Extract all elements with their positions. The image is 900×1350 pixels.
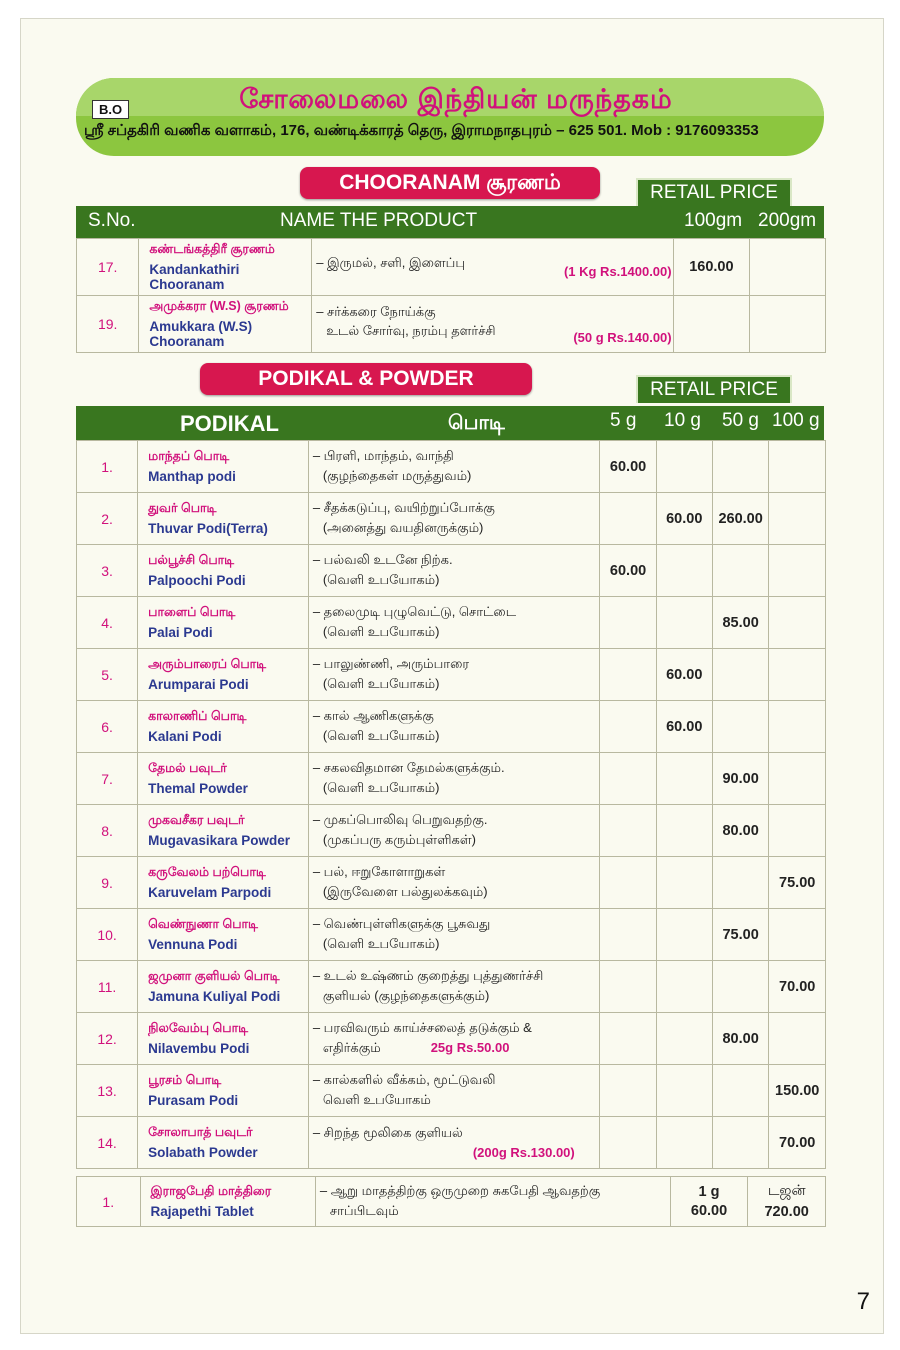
- usage-line2: [313, 1040, 599, 1057]
- col-50g-header: 50 g: [722, 410, 759, 431]
- price-100g: [769, 701, 826, 753]
- product-english-name: Nilavembu Podi: [148, 1041, 250, 1056]
- price-100gm: [673, 296, 750, 353]
- product-name-cell: [138, 857, 309, 909]
- product-usage: [308, 441, 600, 493]
- col-100gm-header: 100gm: [684, 210, 743, 231]
- product-tamil-name: வெண்நுணா பொடி: [148, 917, 258, 931]
- chooranam-header-bar: [76, 206, 824, 238]
- chooranam-retail-label: RETAIL PRICE: [636, 178, 792, 206]
- row-sno: 12.: [77, 1013, 138, 1065]
- price-5g: [600, 753, 656, 805]
- product-name-cell: [138, 1065, 309, 1117]
- price-100gm: 160.00: [673, 239, 750, 296]
- product-tamil-name: மாந்தப் பொடி: [148, 449, 230, 463]
- tablet-name-cell: [140, 1177, 315, 1227]
- product-english-name: Palai Podi: [148, 625, 213, 640]
- product-name-cell: [138, 1013, 309, 1065]
- usage-line2: [313, 884, 599, 901]
- price-5g: [600, 597, 656, 649]
- price-200gm: [750, 239, 826, 296]
- pack-price-note: (50 g Rs.140.00): [573, 329, 672, 345]
- usage-line1: – உடல் உஷ்ணம் குறைத்து புத்துணர்ச்சி: [312, 968, 544, 983]
- price-10g: [656, 857, 712, 909]
- product-tamil-name: பாளைப் பொடி: [148, 605, 236, 619]
- col-podi-header: பொடி: [448, 412, 505, 434]
- table-row: [77, 649, 826, 701]
- usage-line1: – முகப்பொலிவு பெறுவதற்கு.: [312, 812, 488, 827]
- product-name-cell: [138, 961, 309, 1013]
- price-10g: 60.00: [656, 649, 712, 701]
- table-row: [77, 597, 826, 649]
- product-tamil-name: பல்பூச்சி பொடி: [148, 553, 235, 567]
- usage-line1: – கால்களில் வீக்கம், மூட்டுவலி: [312, 1072, 496, 1087]
- product-english-name: Manthap podi: [148, 469, 236, 484]
- usage-line2: [313, 520, 599, 537]
- row-sno: 2.: [77, 493, 138, 545]
- price-100g: 150.00: [769, 1065, 826, 1117]
- col-5g-header: 5 g: [610, 410, 637, 431]
- pack-price-note: 25g Rs.50.00: [430, 1040, 510, 1055]
- price-10g: [656, 753, 712, 805]
- usage-line1: – பிரளி, மாந்தம், வாந்தி: [312, 448, 454, 463]
- table-row: [77, 1013, 826, 1065]
- price-5g: [600, 1117, 656, 1169]
- price-5g: [600, 701, 656, 753]
- brand-name: சோலைமலை இந்தியன் மருந்தகம்: [239, 84, 673, 114]
- product-usage: [308, 493, 600, 545]
- price-100g: [769, 909, 826, 961]
- col-100g-header: 100 g: [772, 410, 820, 431]
- product-name-cell: [138, 753, 309, 805]
- product-usage: [308, 597, 600, 649]
- product-name-cell: [138, 701, 309, 753]
- tablet-usage-line1: – ஆறு மாதத்திற்கு ஒருமுறை சுகபேதி ஆவதற்கு: [319, 1183, 601, 1198]
- row-sno: 10.: [77, 909, 138, 961]
- tablet-sno: 1.: [77, 1177, 141, 1227]
- row-sno: 5.: [77, 649, 138, 701]
- usage-line2: [313, 676, 599, 693]
- product-usage: [308, 753, 600, 805]
- price-100g: 75.00: [769, 857, 826, 909]
- product-english-name: Arumparai Podi: [148, 677, 249, 692]
- price-50g: 75.00: [712, 909, 769, 961]
- product-english-name: Kalani Podi: [148, 729, 222, 744]
- usage-line2: [313, 468, 599, 485]
- usage-line2-text: (வெளி உபயோகம்): [322, 728, 440, 743]
- tablet-price-1g-value: 60.00: [690, 1203, 728, 1219]
- price-100g: [769, 493, 826, 545]
- row-sno: 4.: [77, 597, 138, 649]
- product-english-name: Kandankathiri Chooranam: [149, 262, 240, 292]
- price-100g: [769, 805, 826, 857]
- price-100g: [769, 441, 826, 493]
- price-10g: [656, 1117, 712, 1169]
- product-name-cell: [138, 441, 309, 493]
- price-100g: 70.00: [769, 1117, 826, 1169]
- price-10g: [656, 1013, 712, 1065]
- product-name-cell: [138, 909, 309, 961]
- price-5g: [600, 1065, 656, 1117]
- usage-line2: [313, 832, 599, 849]
- product-usage: [308, 649, 600, 701]
- usage-line2: [313, 572, 599, 589]
- usage-line1: – வெண்புள்ளிகளுக்கு பூசுவது: [312, 916, 491, 931]
- col-sno-header: S.No.: [88, 210, 136, 231]
- price-10g: [656, 909, 712, 961]
- price-100g: [769, 545, 826, 597]
- price-5g: [600, 649, 656, 701]
- row-sno: 9.: [77, 857, 138, 909]
- product-tamil-name: அமுக்கரா (W.S) சூரணம்: [149, 299, 289, 313]
- podikal-header-bar: [76, 406, 824, 440]
- row-sno: 11.: [77, 961, 138, 1013]
- usage-line2-text: வெளி உபயோகம்: [322, 1092, 431, 1107]
- product-tamil-name: காலாணிப் பொடி: [148, 709, 247, 723]
- chooranam-table: [76, 238, 826, 353]
- price-50g: [712, 545, 769, 597]
- price-5g: [600, 909, 656, 961]
- usage-line1: – சர்க்கரை நோய்க்கு: [316, 303, 436, 319]
- product-tamil-name: கருவேலம் பற்பொடி: [148, 865, 266, 879]
- price-5g: 60.00: [600, 441, 656, 493]
- price-100g: [769, 753, 826, 805]
- row-sno: 7.: [77, 753, 138, 805]
- usage-line2-text: (வெளி உபயோகம்): [322, 624, 440, 639]
- tablet-tamil-name: இராஜபேதி மாத்திரை: [150, 1184, 272, 1198]
- product-tamil-name: துவர் பொடி: [148, 501, 217, 515]
- col-200gm-header: 200gm: [758, 210, 817, 231]
- podikal-retail-label: RETAIL PRICE: [636, 375, 792, 403]
- tablet-price-dozen: [748, 1177, 826, 1227]
- price-50g: 80.00: [712, 1013, 769, 1065]
- product-name-cell: [139, 239, 312, 296]
- product-tamil-name: அரும்பாரைப் பொடி: [148, 657, 267, 671]
- price-5g: [600, 1013, 656, 1065]
- table-row: [77, 701, 826, 753]
- usage-line1: – சீதக்கடுப்பு, வயிற்றுப்போக்கு: [312, 500, 495, 515]
- address-line: ஸ்ரீ சப்தகிரி வணிக வளாகம், 176, வண்டிக்காரத் தெரு, இராமநாதபுரம் – 625 501. Mob : 9176093353: [84, 122, 759, 139]
- usage-line1: – சகலவிதமான தேமல்களுக்கும்.: [312, 760, 505, 775]
- usage-line1: – பல்வலி உடனே நிற்க.: [312, 552, 453, 567]
- product-name-cell: [138, 805, 309, 857]
- usage-line2-text: (வெளி உபயோகம்): [322, 936, 440, 951]
- price-100g: 70.00: [769, 961, 826, 1013]
- product-name-cell: [139, 296, 312, 353]
- table-row: [77, 805, 826, 857]
- price-10g: [656, 805, 712, 857]
- product-english-name: Purasam Podi: [148, 1093, 239, 1108]
- price-10g: [656, 441, 712, 493]
- price-5g: [600, 961, 656, 1013]
- price-50g: 260.00: [712, 493, 769, 545]
- pack-price-note: (200g Rs.130.00): [472, 1145, 575, 1160]
- usage-line2: [313, 988, 599, 1005]
- product-tamil-name: பூரசம் பொடி: [148, 1073, 222, 1087]
- product-usage: [308, 909, 600, 961]
- tablet-usage-line2: சாப்பிடவும்: [329, 1203, 399, 1218]
- product-english-name: Vennuna Podi: [148, 937, 238, 952]
- col-podikal-header: PODIKAL: [180, 411, 279, 436]
- product-tamil-name: நிலவேம்பு பொடி: [148, 1021, 249, 1035]
- podikal-title: PODIKAL & POWDER: [200, 363, 532, 395]
- row-sno: 8.: [77, 805, 138, 857]
- product-usage: [308, 1117, 600, 1169]
- usage-line1: – தலைமுடி புழுவெட்டு, சொட்டை: [312, 604, 517, 619]
- table-row: [77, 857, 826, 909]
- product-usage: [308, 545, 600, 597]
- product-tamil-name: சோலாபாத் பவுடர்: [148, 1125, 253, 1139]
- product-usage: [312, 296, 673, 353]
- page-number: 7: [856, 1288, 870, 1315]
- product-usage: [312, 239, 673, 296]
- price-50g: [712, 961, 769, 1013]
- price-5g: 60.00: [600, 545, 656, 597]
- price-50g: [712, 1117, 769, 1169]
- table-row: [77, 961, 826, 1013]
- product-english-name: Karuvelam Parpodi: [148, 885, 272, 900]
- price-5g: [600, 493, 656, 545]
- price-10g: [656, 597, 712, 649]
- price-100g: [769, 649, 826, 701]
- tablet-qty-dozen: டஜன்: [767, 1183, 806, 1199]
- table-row: [77, 441, 826, 493]
- usage-line1: – பல், ஈறுகோளாறுகள்: [312, 864, 446, 879]
- price-50g: [712, 441, 769, 493]
- product-usage: [308, 857, 600, 909]
- price-100g: [769, 1013, 826, 1065]
- product-name-cell: [138, 649, 309, 701]
- chooranam-title: CHOORANAM சூரணம்: [300, 167, 600, 199]
- product-tamil-name: கண்டங்கத்திரீ சூரணம்: [149, 242, 275, 256]
- usage-line1: – கால் ஆணிகளுக்கு: [312, 708, 434, 723]
- price-5g: [600, 857, 656, 909]
- tablet-english-name: Rajapethi Tablet: [150, 1204, 254, 1219]
- product-english-name: Amukkara (W.S) Chooranam: [149, 319, 253, 349]
- row-sno: 19.: [77, 296, 139, 353]
- product-english-name: Themal Powder: [148, 781, 248, 796]
- price-5g: [600, 805, 656, 857]
- usage-line2-text: எதிர்க்கும்: [322, 1040, 381, 1055]
- usage-line2-text: (இருவேளை பல்துலக்கவும்): [322, 884, 488, 899]
- price-10g: 60.00: [656, 493, 712, 545]
- usage-line2-text: (வெளி உபயோகம்): [322, 572, 440, 587]
- usage-line2: [313, 728, 599, 745]
- product-usage: [308, 1013, 600, 1065]
- price-10g: [656, 961, 712, 1013]
- usage-line2-text: (வெளி உபயோகம்): [322, 676, 440, 691]
- table-row: [77, 296, 826, 353]
- product-usage: [308, 961, 600, 1013]
- product-usage: [308, 1065, 600, 1117]
- usage-line2: [313, 624, 599, 641]
- table-row: [77, 1117, 826, 1169]
- price-50g: 85.00: [712, 597, 769, 649]
- price-50g: 80.00: [712, 805, 769, 857]
- product-usage: [308, 805, 600, 857]
- price-100g: [769, 597, 826, 649]
- product-name-cell: [138, 493, 309, 545]
- tablet-price-dozen-value: 720.00: [764, 1204, 809, 1220]
- product-tamil-name: ஜமுனா குளியல் பொடி: [148, 969, 280, 983]
- tablet-price-1g: [670, 1177, 748, 1227]
- price-10g: [656, 1065, 712, 1117]
- table-row: [77, 753, 826, 805]
- usage-line2-text: (முகப்பரு கரும்புள்ளிகள்): [322, 832, 476, 847]
- product-english-name: Palpoochi Podi: [148, 573, 246, 588]
- product-english-name: Thuvar Podi(Terra): [148, 521, 268, 536]
- product-name-cell: [138, 1117, 309, 1169]
- usage-line2: [313, 1092, 599, 1109]
- product-tamil-name: தேமல் பவுடர்: [148, 761, 227, 775]
- usage-line1: – இருமல், சளி, இளைப்பு: [316, 255, 466, 270]
- tablet-qty-1g: 1 g: [698, 1184, 720, 1200]
- product-english-name: Mugavasikara Powder: [148, 833, 290, 848]
- product-name-cell: [138, 597, 309, 649]
- table-row: [77, 909, 826, 961]
- price-200gm: [750, 296, 826, 353]
- product-english-name: Solabath Powder: [148, 1145, 258, 1160]
- usage-line2: உடல் சோர்வு, நரம்பு தளர்ச்சி: [326, 322, 496, 338]
- row-sno: 3.: [77, 545, 138, 597]
- table-row: [77, 493, 826, 545]
- table-row: [77, 1065, 826, 1117]
- table-row: [77, 239, 826, 296]
- table-row: [77, 545, 826, 597]
- usage-line2: [313, 1145, 599, 1160]
- price-10g: 60.00: [656, 701, 712, 753]
- usage-line2-text: (குழந்தைகள் மருத்துவம்): [322, 468, 472, 483]
- row-sno: 17.: [77, 239, 139, 296]
- price-50g: [712, 857, 769, 909]
- table-row: [77, 1177, 826, 1227]
- usage-line2-text: (அனைத்து வயதினருக்கும்): [322, 520, 484, 535]
- usage-line1: – சிறந்த மூலிகை குளியல்: [312, 1125, 463, 1140]
- col-10g-header: 10 g: [664, 410, 701, 431]
- product-usage: [308, 701, 600, 753]
- pack-price-note: (1 Kg Rs.1400.00): [563, 264, 672, 279]
- price-50g: [712, 701, 769, 753]
- product-name-cell: [138, 545, 309, 597]
- usage-line1: – பரவிவரும் காய்ச்சலைத் தடுக்கும் &: [312, 1020, 532, 1035]
- tablet-usage: [315, 1177, 670, 1227]
- branch-badge: B.O: [92, 100, 129, 119]
- product-english-name: Jamuna Kuliyal Podi: [148, 989, 281, 1004]
- col-name-header: NAME THE PRODUCT: [280, 210, 478, 231]
- price-50g: [712, 1065, 769, 1117]
- row-sno: 13.: [77, 1065, 138, 1117]
- row-sno: 1.: [77, 441, 138, 493]
- usage-line1: – பாலுண்ணி, அரும்பாரை: [312, 656, 470, 671]
- price-10g: [656, 545, 712, 597]
- usage-line2-text: குளியல் (குழந்தைகளுக்கும்): [322, 988, 490, 1003]
- usage-line2: [313, 780, 599, 797]
- usage-line2-text: (வெளி உபயோகம்): [322, 780, 440, 795]
- product-tamil-name: முகவசீகர பவுடர்: [148, 813, 245, 827]
- podikal-table: [76, 440, 826, 1169]
- header-banner: [76, 78, 824, 156]
- price-50g: 90.00: [712, 753, 769, 805]
- usage-line2: [313, 936, 599, 953]
- tablet-table: [76, 1176, 826, 1227]
- price-50g: [712, 649, 769, 701]
- row-sno: 14.: [77, 1117, 138, 1169]
- row-sno: 6.: [77, 701, 138, 753]
